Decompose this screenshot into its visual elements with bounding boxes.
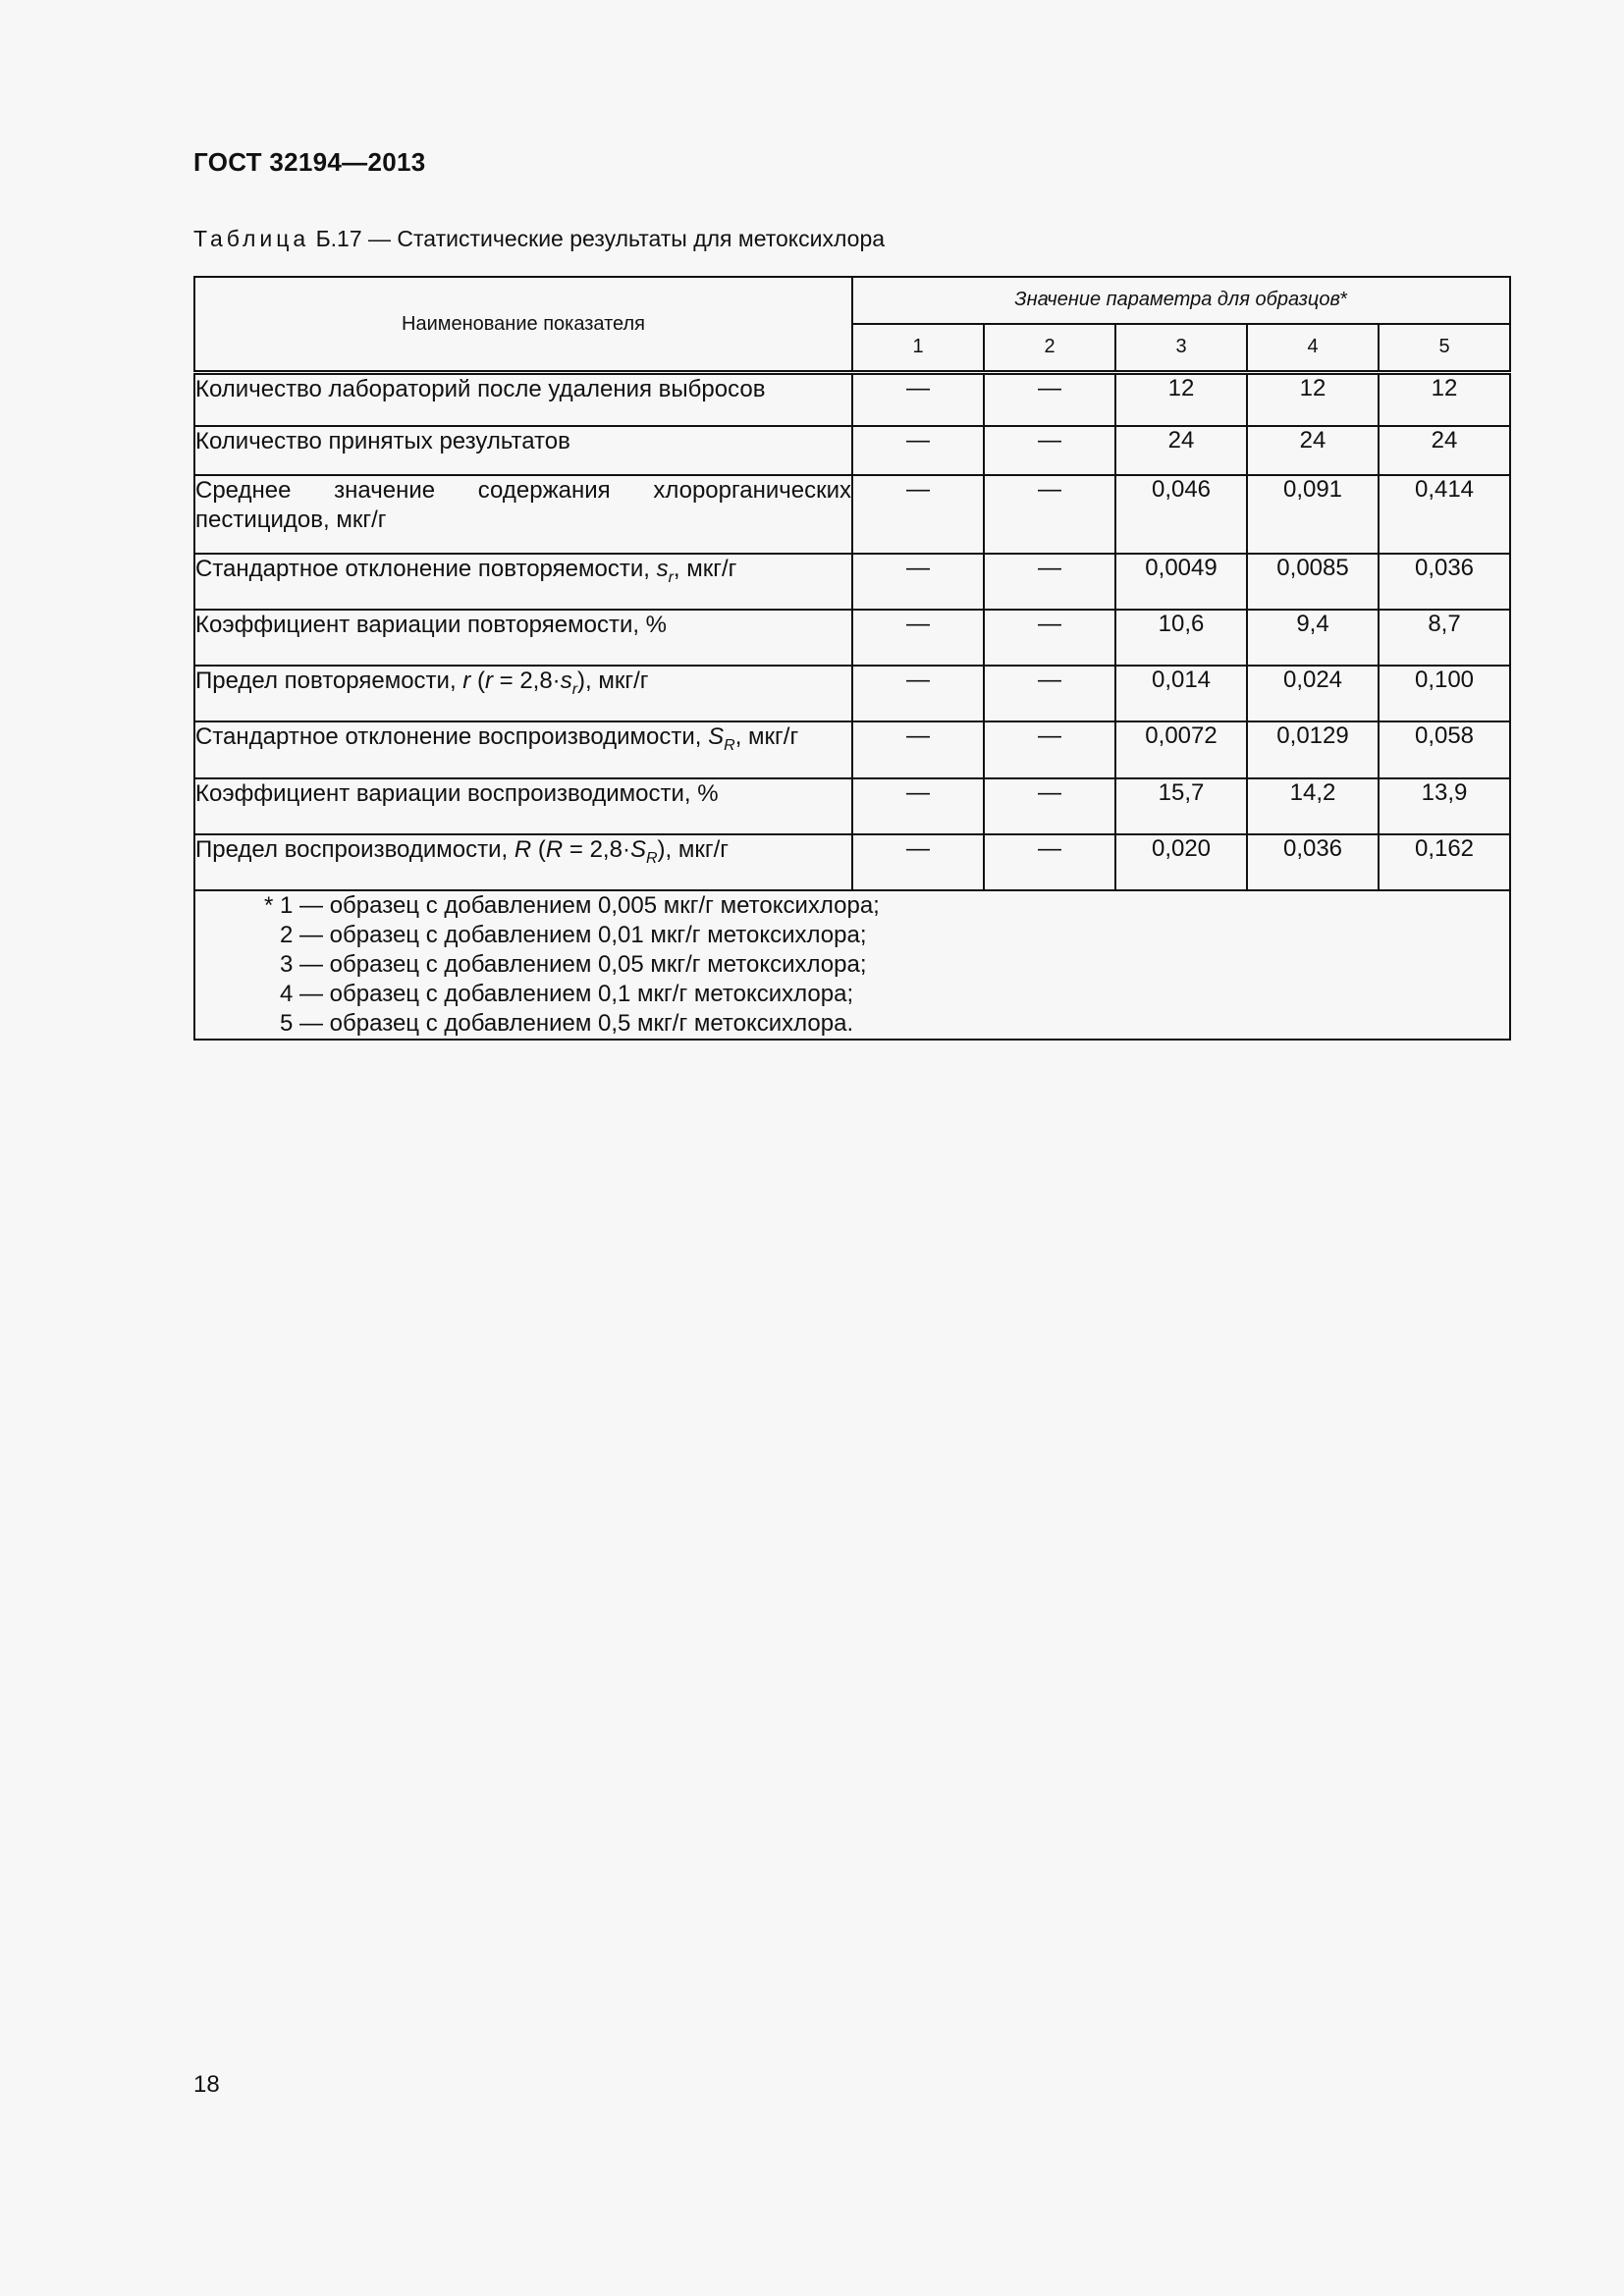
label-part: ( bbox=[470, 667, 485, 694]
label-part: S bbox=[708, 722, 725, 750]
label-part: Количество лабораторий после удаления выбросов bbox=[195, 376, 766, 402]
label-part: ), мкг/г bbox=[577, 667, 649, 694]
label-part: s bbox=[656, 555, 669, 582]
row-label bbox=[194, 778, 852, 834]
column-header-name: Наименование показателя bbox=[194, 277, 852, 373]
value-cell: 24 bbox=[1115, 426, 1247, 475]
value-cell: — bbox=[852, 426, 984, 475]
value-cell: — bbox=[852, 666, 984, 721]
value-cell: 0,014 bbox=[1115, 666, 1247, 721]
sample-number-header: 2 bbox=[984, 324, 1115, 373]
table-row bbox=[194, 373, 1510, 426]
value-cell: 0,024 bbox=[1247, 666, 1379, 721]
value-cell: — bbox=[852, 610, 984, 666]
value-cell: — bbox=[852, 834, 984, 890]
value-cell: — bbox=[852, 554, 984, 610]
group-header-text: Значение параметра для образцов bbox=[1014, 289, 1340, 311]
footnote-item: 3 — образец с добавлением 0,05 мкг/г метоксихлора; bbox=[280, 950, 867, 978]
label-part: R bbox=[545, 835, 564, 863]
table-row bbox=[194, 554, 1510, 610]
label-part: Стандартное отклонение воспроизводимости, bbox=[195, 722, 709, 750]
footnote-item: 2 — образец с добавлением 0,01 мкг/г метоксихлора; bbox=[280, 921, 867, 948]
label-part: R bbox=[645, 849, 658, 867]
value-cell: 0,0049 bbox=[1115, 554, 1247, 610]
value-cell: 24 bbox=[1247, 426, 1379, 475]
table-row bbox=[194, 666, 1510, 721]
value-cell: — bbox=[984, 373, 1115, 426]
label-subscript bbox=[724, 737, 735, 754]
value-cell: 0,0129 bbox=[1247, 721, 1379, 778]
value-cell: — bbox=[984, 426, 1115, 475]
value-cell: 12 bbox=[1115, 373, 1247, 426]
value-cell: 0,100 bbox=[1379, 666, 1510, 721]
table-row bbox=[194, 475, 1510, 554]
footnote-item: * 1 — образец с добавлением 0,005 мкг/г метоксихлора; bbox=[264, 891, 880, 919]
value-cell: 14,2 bbox=[1247, 778, 1379, 834]
footnote-item: 5 — образец с добавлением 0,5 мкг/г метоксихлора. bbox=[280, 1009, 854, 1037]
table-caption bbox=[193, 226, 885, 252]
value-cell: — bbox=[852, 721, 984, 778]
label-part: r bbox=[462, 667, 471, 694]
value-cell: 0,046 bbox=[1115, 475, 1247, 554]
label-part: Среднее значение содержания хлорорганических пестицидов, мкг/г bbox=[195, 476, 851, 533]
table-body bbox=[194, 373, 1510, 1040]
value-cell: 0,162 bbox=[1379, 834, 1510, 890]
row-label bbox=[194, 666, 852, 721]
label-part: = 2,8· bbox=[563, 835, 630, 863]
value-cell: — bbox=[984, 666, 1115, 721]
column-header-group bbox=[852, 277, 1510, 324]
statistics-table bbox=[193, 276, 1511, 1041]
caption-prefix: Таблица bbox=[193, 226, 310, 251]
value-cell: 8,7 bbox=[1379, 610, 1510, 666]
label-part: Коэффициент вариации повторяемости, % bbox=[195, 611, 668, 638]
value-cell: 9,4 bbox=[1247, 610, 1379, 666]
label-part: R bbox=[724, 736, 735, 754]
value-cell: 15,7 bbox=[1115, 778, 1247, 834]
label-part: Коэффициент вариации воспроизводимости, % bbox=[195, 779, 719, 807]
value-cell: — bbox=[984, 610, 1115, 666]
value-cell: — bbox=[984, 475, 1115, 554]
label-part: Предел воспроизводимости, bbox=[195, 835, 514, 863]
value-cell: 12 bbox=[1379, 373, 1510, 426]
label-part: , мкг/г bbox=[734, 722, 799, 750]
page-number: 18 bbox=[193, 2071, 220, 2098]
table-row bbox=[194, 610, 1510, 666]
label-part: s bbox=[560, 667, 572, 694]
row-label bbox=[194, 721, 852, 778]
value-cell: — bbox=[984, 834, 1115, 890]
footnote-list bbox=[264, 891, 1509, 1039]
table-header bbox=[194, 277, 1510, 373]
label-part: r bbox=[668, 568, 674, 586]
group-header-mark: * bbox=[1339, 289, 1348, 311]
caption-text: Б.17 — Статистические результаты для метоксихлора bbox=[315, 226, 886, 251]
value-cell: 0,0072 bbox=[1115, 721, 1247, 778]
value-cell: 0,036 bbox=[1379, 554, 1510, 610]
value-cell: 0,091 bbox=[1247, 475, 1379, 554]
value-cell: 0,036 bbox=[1247, 834, 1379, 890]
value-cell: 10,6 bbox=[1115, 610, 1247, 666]
label-part: ), мкг/г bbox=[657, 835, 730, 863]
value-cell: 13,9 bbox=[1379, 778, 1510, 834]
value-cell: 12 bbox=[1247, 373, 1379, 426]
label-part: Количество принятых результатов bbox=[195, 427, 570, 454]
label-part: , мкг/г bbox=[673, 555, 737, 582]
notes-row bbox=[194, 890, 1510, 1040]
label-part: r bbox=[484, 667, 493, 694]
sample-number-header: 5 bbox=[1379, 324, 1510, 373]
row-label bbox=[194, 373, 852, 426]
sample-number-header: 3 bbox=[1115, 324, 1247, 373]
table-row bbox=[194, 721, 1510, 778]
value-cell: 0,058 bbox=[1379, 721, 1510, 778]
value-cell: — bbox=[984, 554, 1115, 610]
table-row bbox=[194, 426, 1510, 475]
sample-number-header: 1 bbox=[852, 324, 984, 373]
row-label bbox=[194, 475, 852, 554]
label-part: = 2,8· bbox=[492, 667, 561, 694]
row-label bbox=[194, 426, 852, 475]
value-cell: — bbox=[984, 721, 1115, 778]
label-part: R bbox=[514, 835, 532, 863]
label-part: r bbox=[571, 680, 578, 698]
footnote-cell bbox=[194, 890, 1510, 1040]
value-cell: 0,0085 bbox=[1247, 554, 1379, 610]
footnote-item: 4 — образец с добавлением 0,1 мкг/г метоксихлора; bbox=[280, 980, 854, 1007]
label-part: S bbox=[629, 835, 646, 863]
row-label bbox=[194, 554, 852, 610]
document-code: ГОСТ 32194—2013 bbox=[193, 147, 426, 177]
value-cell: — bbox=[852, 373, 984, 426]
value-cell: 0,020 bbox=[1115, 834, 1247, 890]
label-part: Стандартное отклонение повторяемости, bbox=[195, 555, 657, 582]
label-part: Предел повторяемости, bbox=[195, 667, 463, 694]
row-label bbox=[194, 610, 852, 666]
sample-number-header: 4 bbox=[1247, 324, 1379, 373]
label-subscript bbox=[646, 850, 658, 867]
label-part: ( bbox=[531, 835, 546, 863]
value-cell: — bbox=[852, 475, 984, 554]
value-cell: — bbox=[852, 778, 984, 834]
row-label bbox=[194, 834, 852, 890]
value-cell: 24 bbox=[1379, 426, 1510, 475]
value-cell: — bbox=[984, 778, 1115, 834]
value-cell: 0,414 bbox=[1379, 475, 1510, 554]
table-row bbox=[194, 834, 1510, 890]
table-row bbox=[194, 778, 1510, 834]
